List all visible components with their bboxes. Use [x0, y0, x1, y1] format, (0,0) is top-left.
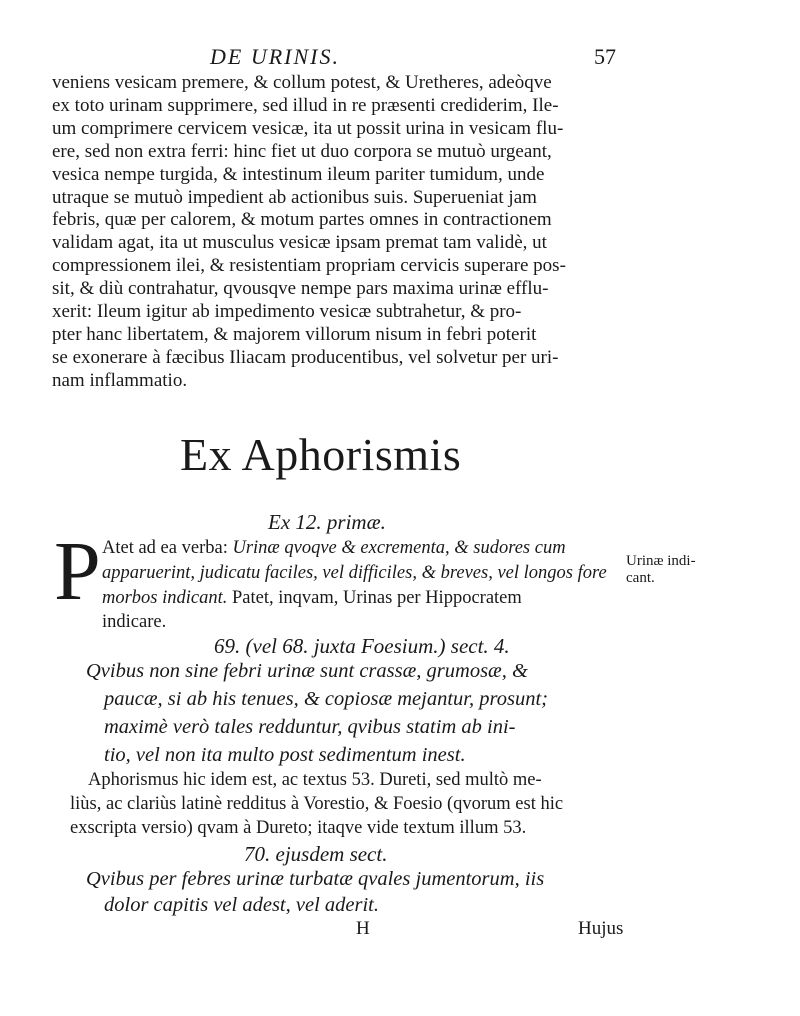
margin-note — [626, 553, 696, 587]
roman-text: Atet ad ea verba: — [102, 538, 233, 558]
running-title: DE URINIS. — [210, 44, 340, 69]
aphorism-reference-heading: Ex 12. primæ. — [268, 510, 386, 534]
aphorism-reference-heading: 69. (vel 68. juxta Foesium.) sect. 4. — [214, 634, 510, 658]
aphorism-line: Qvibus per febres urinæ turbatæ qvales jumentorum, iis — [86, 868, 545, 890]
aphorism-line: Qvibus non sine febri urinæ sunt crassæ, grumosæ, & — [86, 660, 528, 682]
aphorism-reference-heading: 70. ejusdem sect. — [244, 842, 388, 866]
aphorism-line: paucæ, si ab his tenues, & copiosæ mejantur, prosunt; — [104, 688, 548, 710]
commentary-line: exscripta versio) qvam à Dureto; itaqve vide textum illum 53. — [70, 818, 527, 838]
text-line: utraque se mutuò impedient ab actionibus suis. Superueniat jam — [52, 186, 537, 208]
aphorism-line: dolor capitis vel adest, vel aderit. — [104, 894, 379, 916]
text-line: ere, sed non extra ferri: hinc fiet ut duo corpora se mutuò urgeant, — [52, 140, 552, 162]
quoted-text: Urinæ qvoqve & excrementa, & sudores cum — [232, 538, 566, 558]
aphorism-line: maximè verò tales redduntur, qvibus statim ab ini- — [104, 716, 516, 738]
text-line: xerit: Ileum igitur ab impedimento vesicæ subtrahetur, & pro- — [52, 301, 522, 323]
body-paragraph — [52, 72, 627, 393]
paragraph-line — [102, 588, 522, 609]
text-line: nam inflammatio. — [52, 369, 188, 391]
text-line: veniens vesicam premere, & collum potest, & Uretheres, adeòqve — [52, 72, 552, 93]
text-line: pter hanc libertatem, & majorem villorum nisum in febri poterit — [52, 323, 537, 345]
roman-text: Patet, inqvam, Urinas per Hippocratem — [227, 588, 522, 608]
paragraph-line: indicare. — [102, 612, 167, 632]
margin-note-line: cant. — [626, 570, 655, 586]
quoted-text: morbos indicant. — [102, 588, 228, 608]
drop-cap: P — [54, 525, 101, 618]
text-line: um comprimere cervicem vesicæ, ita ut possit urina in vesicam flu- — [52, 117, 564, 139]
section-heading: Ex Aphorismis — [180, 429, 462, 480]
text-line: febris, quæ per calorem, & motum partes omnes in contractionem — [52, 209, 552, 231]
aphorism-line: tio, vel non ita multo post sedimentum inest. — [104, 744, 466, 766]
paragraph-line — [102, 538, 566, 559]
commentary-line: liùs, ac clariùs latinè redditus à Vorestio, & Foesio (qvorum est hic — [70, 794, 564, 814]
text-line: compressionem ilei, & resistentiam propriam cervicis superare pos- — [52, 255, 566, 277]
text-line: vesica nempe turgida, & intestinum ileum pariter tumidum, unde — [52, 163, 545, 185]
text-line: se exonerare à fæcibus Iliacam producentibus, vel solvetur per uri- — [52, 346, 559, 368]
quoted-text: apparuerint, judicatu faciles, vel difficiles, & breves, vel longos fore — [102, 563, 607, 583]
page-number: 57 — [594, 44, 616, 69]
catchword: Hujus — [578, 918, 624, 939]
text-line: ex toto urinam supprimere, sed illud in re præsenti crediderim, Ile- — [52, 94, 559, 116]
margin-note-line: Urinæ indi- — [626, 553, 696, 569]
text-line: sit, & diù contrahatur, qvousqve nempe pars maxima urinæ efflu- — [52, 278, 549, 300]
signature-mark: H — [356, 918, 370, 939]
commentary-line: Aphorismus hic idem est, ac textus 53. Dureti, sed multò me- — [88, 770, 542, 790]
text-line: validam agat, ita ut musculus vesicæ ipsam premat tam validè, ut — [52, 232, 547, 254]
